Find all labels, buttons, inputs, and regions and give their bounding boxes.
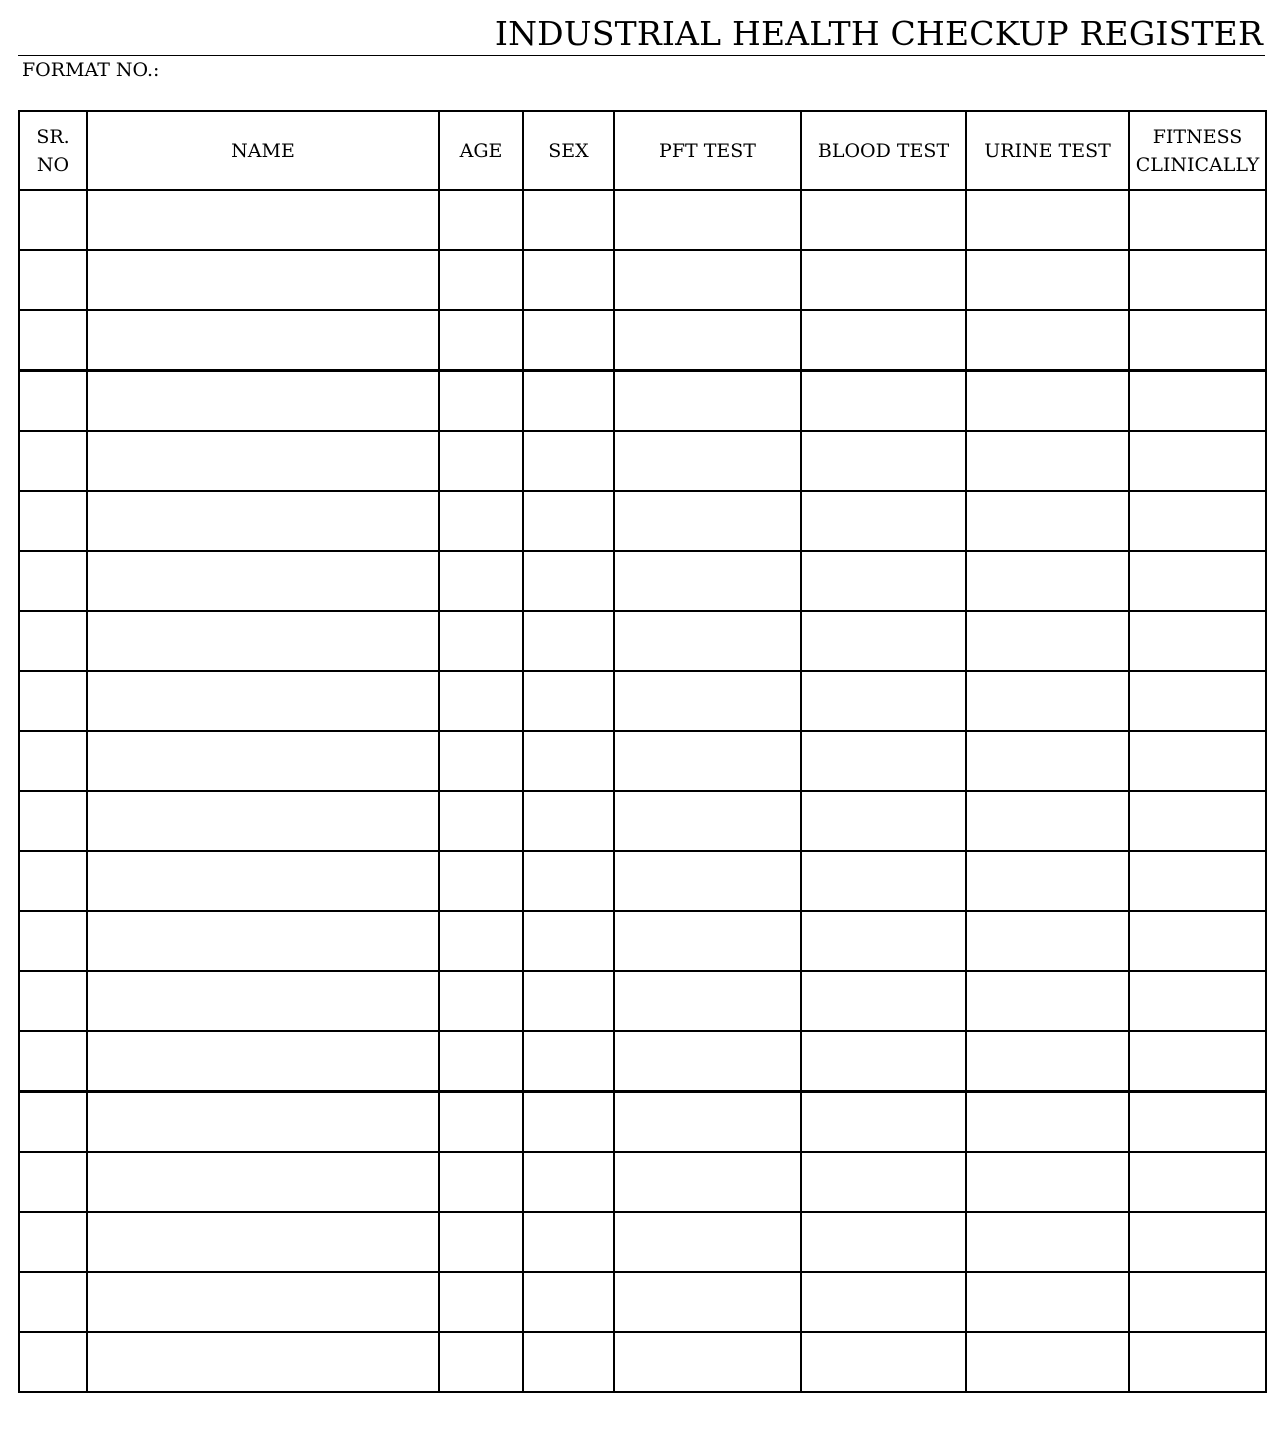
cell-blood-test[interactable]	[801, 851, 966, 911]
cell-urine-test[interactable]	[966, 971, 1129, 1031]
cell-age[interactable]	[439, 851, 523, 911]
cell-age[interactable]	[439, 1031, 523, 1092]
cell-name[interactable]	[87, 971, 439, 1031]
cell-blood-test[interactable]	[801, 731, 966, 791]
cell-fitness-clinically[interactable]	[1129, 491, 1266, 551]
cell-blood-test[interactable]	[801, 671, 966, 731]
header-sr-no-line1: SR.	[36, 125, 70, 148]
format-number-label: FORMAT NO.:	[22, 59, 160, 81]
cell-sr-no[interactable]	[19, 1212, 87, 1272]
cell-name[interactable]	[87, 911, 439, 971]
header-pft-test-label: PFT TEST	[659, 139, 756, 162]
cell-sex[interactable]	[523, 791, 614, 851]
cell-pft-test[interactable]	[614, 491, 801, 551]
cell-sex[interactable]	[523, 671, 614, 731]
cell-age[interactable]	[439, 791, 523, 851]
cell-pft-test[interactable]	[614, 911, 801, 971]
header-fitness-line1: FITNESS	[1152, 125, 1243, 148]
cell-urine-test[interactable]	[966, 371, 1129, 432]
cell-pft-test[interactable]	[614, 551, 801, 611]
cell-urine-test[interactable]	[966, 310, 1129, 371]
table-row	[19, 911, 1266, 971]
cell-fitness-clinically[interactable]	[1129, 250, 1266, 310]
cell-blood-test[interactable]	[801, 250, 966, 310]
cell-fitness-clinically[interactable]	[1129, 1332, 1266, 1392]
cell-age[interactable]	[439, 190, 523, 250]
cell-blood-test[interactable]	[801, 431, 966, 491]
cell-pft-test[interactable]	[614, 250, 801, 310]
table-row	[19, 310, 1266, 371]
cell-fitness-clinically[interactable]	[1129, 1092, 1266, 1153]
cell-age[interactable]	[439, 731, 523, 791]
cell-sex[interactable]	[523, 1092, 614, 1153]
cell-age[interactable]	[439, 1212, 523, 1272]
cell-age[interactable]	[439, 1332, 523, 1392]
cell-sex[interactable]	[523, 551, 614, 611]
cell-urine-test[interactable]	[966, 1152, 1129, 1212]
cell-pft-test[interactable]	[614, 190, 801, 250]
cell-name[interactable]	[87, 431, 439, 491]
table-row	[19, 551, 1266, 611]
cell-urine-test[interactable]	[966, 731, 1129, 791]
header-sex-label: SEX	[548, 139, 589, 162]
header-fitness-clinically	[1129, 111, 1266, 190]
cell-fitness-clinically[interactable]	[1129, 971, 1266, 1031]
header-urine-test	[966, 111, 1129, 190]
table-row	[19, 971, 1266, 1031]
cell-sex[interactable]	[523, 431, 614, 491]
table-row	[19, 611, 1266, 671]
cell-blood-test[interactable]	[801, 551, 966, 611]
header-urine-test-label: URINE TEST	[984, 139, 1111, 162]
cell-pft-test[interactable]	[614, 791, 801, 851]
cell-fitness-clinically[interactable]	[1129, 1272, 1266, 1332]
cell-pft-test[interactable]	[614, 971, 801, 1031]
cell-urine-test[interactable]	[966, 911, 1129, 971]
cell-sr-no[interactable]	[19, 371, 87, 432]
cell-age[interactable]	[439, 431, 523, 491]
header-sr-no	[19, 111, 87, 190]
header-blood-test-label: BLOOD TEST	[817, 139, 950, 162]
cell-pft-test[interactable]	[614, 371, 801, 432]
cell-urine-test[interactable]	[966, 1332, 1129, 1392]
cell-age[interactable]	[439, 671, 523, 731]
cell-name[interactable]	[87, 611, 439, 671]
page-title: INDUSTRIAL HEALTH CHECKUP REGISTER	[494, 14, 1263, 53]
table-row	[19, 491, 1266, 551]
cell-age[interactable]	[439, 250, 523, 310]
cell-age[interactable]	[439, 551, 523, 611]
table-row	[19, 731, 1266, 791]
cell-blood-test[interactable]	[801, 911, 966, 971]
header-fitness-line2: CLINICALLY	[1135, 153, 1260, 176]
cell-name[interactable]	[87, 1152, 439, 1212]
cell-pft-test[interactable]	[614, 611, 801, 671]
table-row	[19, 431, 1266, 491]
cell-fitness-clinically[interactable]	[1129, 1152, 1266, 1212]
cell-name[interactable]	[87, 250, 439, 310]
health-checkup-register-table	[18, 110, 1267, 1393]
table-row	[19, 791, 1266, 851]
cell-sr-no[interactable]	[19, 190, 87, 250]
cell-age[interactable]	[439, 1092, 523, 1153]
cell-blood-test[interactable]	[801, 1092, 966, 1153]
cell-name[interactable]	[87, 1272, 439, 1332]
cell-blood-test[interactable]	[801, 1031, 966, 1092]
cell-sr-no[interactable]	[19, 851, 87, 911]
cell-fitness-clinically[interactable]	[1129, 190, 1266, 250]
cell-blood-test[interactable]	[801, 611, 966, 671]
cell-fitness-clinically[interactable]	[1129, 671, 1266, 731]
cell-pft-test[interactable]	[614, 1092, 801, 1153]
cell-sr-no[interactable]	[19, 611, 87, 671]
cell-sr-no[interactable]	[19, 911, 87, 971]
cell-name[interactable]	[87, 851, 439, 911]
header-sr-no-line2: NO	[36, 153, 70, 176]
cell-urine-test[interactable]	[966, 851, 1129, 911]
cell-sr-no[interactable]	[19, 1092, 87, 1153]
table-row	[19, 190, 1266, 250]
cell-urine-test[interactable]	[966, 250, 1129, 310]
cell-blood-test[interactable]	[801, 1212, 966, 1272]
cell-fitness-clinically[interactable]	[1129, 911, 1266, 971]
cell-sex[interactable]	[523, 1212, 614, 1272]
table-row	[19, 851, 1266, 911]
cell-fitness-clinically[interactable]	[1129, 371, 1266, 432]
header-age	[439, 111, 523, 190]
cell-pft-test[interactable]	[614, 851, 801, 911]
cell-name[interactable]	[87, 1031, 439, 1092]
cell-sr-no[interactable]	[19, 250, 87, 310]
cell-pft-test[interactable]	[614, 431, 801, 491]
cell-fitness-clinically[interactable]	[1129, 551, 1266, 611]
cell-pft-test[interactable]	[614, 1272, 801, 1332]
cell-fitness-clinically[interactable]	[1129, 851, 1266, 911]
cell-fitness-clinically[interactable]	[1129, 611, 1266, 671]
cell-name[interactable]	[87, 731, 439, 791]
cell-sex[interactable]	[523, 851, 614, 911]
header-sex	[523, 111, 614, 190]
cell-name[interactable]	[87, 491, 439, 551]
table-row	[19, 1332, 1266, 1392]
cell-sex[interactable]	[523, 731, 614, 791]
cell-age[interactable]	[439, 911, 523, 971]
cell-fitness-clinically[interactable]	[1129, 310, 1266, 371]
cell-blood-test[interactable]	[801, 310, 966, 371]
cell-pft-test[interactable]	[614, 310, 801, 371]
register-body	[19, 190, 1266, 1392]
table-row	[19, 1092, 1266, 1153]
cell-sex[interactable]	[523, 1031, 614, 1092]
cell-name[interactable]	[87, 1332, 439, 1392]
cell-pft-test[interactable]	[614, 671, 801, 731]
header-pft-test	[614, 111, 801, 190]
cell-pft-test[interactable]	[614, 731, 801, 791]
cell-name[interactable]	[87, 190, 439, 250]
cell-sr-no[interactable]	[19, 731, 87, 791]
cell-sr-no[interactable]	[19, 1152, 87, 1212]
cell-urine-test[interactable]	[966, 791, 1129, 851]
cell-blood-test[interactable]	[801, 791, 966, 851]
table-row	[19, 1031, 1266, 1092]
cell-fitness-clinically[interactable]	[1129, 791, 1266, 851]
cell-sex[interactable]	[523, 190, 614, 250]
cell-fitness-clinically[interactable]	[1129, 1212, 1266, 1272]
cell-blood-test[interactable]	[801, 1332, 966, 1392]
cell-urine-test[interactable]	[966, 491, 1129, 551]
cell-age[interactable]	[439, 310, 523, 371]
cell-urine-test[interactable]	[966, 1092, 1129, 1153]
cell-sr-no[interactable]	[19, 491, 87, 551]
cell-sex[interactable]	[523, 1332, 614, 1392]
cell-blood-test[interactable]	[801, 491, 966, 551]
cell-sex[interactable]	[523, 971, 614, 1031]
cell-urine-test[interactable]	[966, 190, 1129, 250]
cell-pft-test[interactable]	[614, 1212, 801, 1272]
cell-sex[interactable]	[523, 371, 614, 432]
table-row	[19, 671, 1266, 731]
cell-blood-test[interactable]	[801, 971, 966, 1031]
cell-sex[interactable]	[523, 911, 614, 971]
cell-fitness-clinically[interactable]	[1129, 731, 1266, 791]
cell-pft-test[interactable]	[614, 1152, 801, 1212]
cell-age[interactable]	[439, 971, 523, 1031]
cell-age[interactable]	[439, 611, 523, 671]
cell-name[interactable]	[87, 1212, 439, 1272]
cell-fitness-clinically[interactable]	[1129, 431, 1266, 491]
table-row	[19, 1152, 1266, 1212]
table-row	[19, 250, 1266, 310]
table-row	[19, 1212, 1266, 1272]
header-name	[87, 111, 439, 190]
title-underline	[18, 55, 1265, 56]
cell-urine-test[interactable]	[966, 1272, 1129, 1332]
cell-sex[interactable]	[523, 611, 614, 671]
header-row	[19, 111, 1266, 190]
cell-blood-test[interactable]	[801, 1152, 966, 1212]
cell-sex[interactable]	[523, 310, 614, 371]
cell-age[interactable]	[439, 491, 523, 551]
cell-urine-test[interactable]	[966, 551, 1129, 611]
cell-fitness-clinically[interactable]	[1129, 1031, 1266, 1092]
header-blood-test	[801, 111, 966, 190]
cell-blood-test[interactable]	[801, 371, 966, 432]
cell-sr-no[interactable]	[19, 431, 87, 491]
cell-sr-no[interactable]	[19, 1031, 87, 1092]
cell-sr-no[interactable]	[19, 310, 87, 371]
table-row	[19, 1272, 1266, 1332]
cell-name[interactable]	[87, 1092, 439, 1153]
table-row	[19, 371, 1266, 432]
cell-urine-test[interactable]	[966, 1212, 1129, 1272]
cell-urine-test[interactable]	[966, 611, 1129, 671]
cell-pft-test[interactable]	[614, 1031, 801, 1092]
cell-sr-no[interactable]	[19, 551, 87, 611]
cell-age[interactable]	[439, 1152, 523, 1212]
cell-sex[interactable]	[523, 250, 614, 310]
cell-sr-no[interactable]	[19, 1272, 87, 1332]
cell-name[interactable]	[87, 310, 439, 371]
cell-age[interactable]	[439, 1272, 523, 1332]
cell-urine-test[interactable]	[966, 671, 1129, 731]
cell-sr-no[interactable]	[19, 971, 87, 1031]
cell-blood-test[interactable]	[801, 1272, 966, 1332]
cell-name[interactable]	[87, 371, 439, 432]
cell-urine-test[interactable]	[966, 1031, 1129, 1092]
cell-sr-no[interactable]	[19, 671, 87, 731]
cell-pft-test[interactable]	[614, 1332, 801, 1392]
cell-sex[interactable]	[523, 491, 614, 551]
cell-name[interactable]	[87, 791, 439, 851]
cell-blood-test[interactable]	[801, 190, 966, 250]
cell-sex[interactable]	[523, 1272, 614, 1332]
cell-name[interactable]	[87, 671, 439, 731]
cell-urine-test[interactable]	[966, 431, 1129, 491]
cell-sr-no[interactable]	[19, 1332, 87, 1392]
cell-name[interactable]	[87, 551, 439, 611]
header-age-label: AGE	[459, 139, 503, 162]
cell-sr-no[interactable]	[19, 791, 87, 851]
header-name-label: NAME	[231, 139, 295, 162]
cell-sex[interactable]	[523, 1152, 614, 1212]
cell-age[interactable]	[439, 371, 523, 432]
